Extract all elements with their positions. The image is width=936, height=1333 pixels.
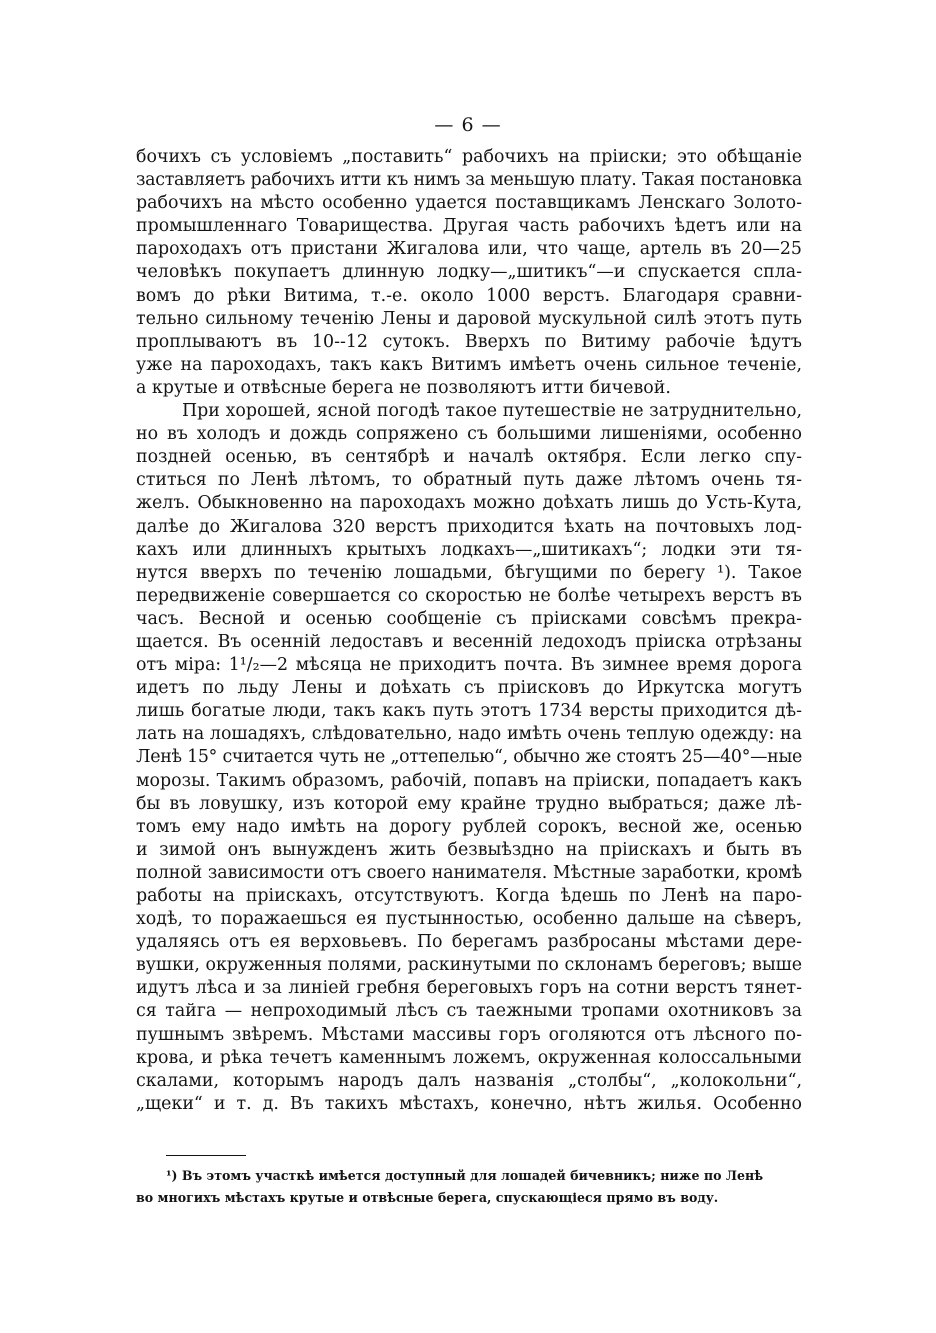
text-line: работы на пріискахъ, отсутствуютъ. Когда ѣдешь по Ленѣ на паро- xyxy=(136,886,802,906)
text-line: передвиженіе совершается со скоростью не болѣе четырехъ верстъ въ xyxy=(136,585,802,606)
text-line: лишь богатые люди, такъ какъ путь этотъ 1734 версты приходится дѣ- xyxy=(136,701,802,722)
text-line: далѣе до Жигалова 320 верстъ приходится ѣхать на почтовыхъ лод- xyxy=(136,516,802,537)
text-line: часъ. Весной и осенью сообщеніе съ пріисками совсѣмъ прекра- xyxy=(136,608,802,629)
footnote-line: ¹) Въ этомъ участкѣ имѣется доступный для лошадей бичевникъ; ниже по Ленѣ xyxy=(166,1168,764,1183)
text-line: ся тайга — непроходимый лѣсъ съ таежными тропами охотниковъ за xyxy=(136,1001,802,1022)
text-line: „щеки“ и т. д. Въ такихъ мѣстахъ, конечно, нѣтъ жилья. Особенно xyxy=(136,1093,802,1114)
text-line: ститься по Ленѣ лѣтомъ, то обратный путь даже лѣтомъ очень тя- xyxy=(136,470,802,491)
text-line: щается. Въ осенній ледоставъ и весенній ледоходъ пріиска отрѣзаны xyxy=(136,631,802,652)
text-line: идутъ лѣса и за линіей гребня береговыхъ горъ на сотни верстъ тянет- xyxy=(136,978,802,999)
text-line: желъ. Обыкновенно на пароходахъ можно доѣхать лишь до Усть-Кута, xyxy=(136,493,802,514)
paragraph-start-line: При хорошей, ясной погодѣ такое путешествіе не затруднительно, xyxy=(182,401,802,422)
text-line: человѣкъ покупаетъ длинную лодку—„шитикъ“—и спускается спла- xyxy=(136,262,802,283)
text-line: пароходахъ отъ пристани Жигалова или, что чаще, артель въ 20—25 xyxy=(136,239,802,260)
text-line: лать на лошадяхъ, слѣдовательно, надо имѣть очень теплую одежду: на xyxy=(136,724,802,745)
body-text xyxy=(136,146,802,1116)
text-line: отъ міра: 1¹/₂—2 мѣсяца не приходитъ почта. Въ зимнее время дорога xyxy=(136,655,802,676)
text-line: удаляясь отъ ея верховьевъ. По берегамъ разбросаны мѣстами дере- xyxy=(136,932,802,953)
text-line: морозы. Такимъ образомъ, рабочій, попавъ на пріиски, попадаетъ какъ xyxy=(136,770,802,791)
text-line: рабочихъ на мѣсто особенно удается поставщикамъ Ленскаго Золото- xyxy=(136,193,802,214)
text-line: а крутые и отвѣсные берега не позволяютъ итти бичевой. xyxy=(136,377,671,398)
text-line: идетъ по льду Лены и доѣхать съ пріисковъ до Иркутска могутъ xyxy=(136,678,802,699)
text-line: ходѣ, то поражаешься ея пустынностью, особенно дальше на сѣверъ, xyxy=(136,909,802,930)
footnote-line: во многихъ мѣстахъ крутые и отвѣсные берега, спускающіеся прямо въ воду. xyxy=(136,1190,719,1205)
text-line: тельно сильному теченію Лены и даровой мускульной силѣ этотъ путь xyxy=(136,308,802,329)
text-line: поздней осенью, въ сентябрѣ и началѣ октября. Если легко спу- xyxy=(136,447,802,468)
text-line: заставляетъ рабочихъ итти къ нимъ за меньшую плату. Такая постановка xyxy=(136,170,802,191)
text-line: уже на пароходахъ, такъ какъ Витимъ имѣетъ очень сильное теченіе, xyxy=(136,354,802,375)
text-line: но въ холодъ и дождь сопряжено съ большими лишеніями, особенно xyxy=(136,424,802,445)
footnote xyxy=(136,1165,802,1209)
text-line: пушнымъ звѣремъ. Мѣстами массивы горъ оголяются отъ лѣсного по- xyxy=(136,1024,802,1045)
text-line: томъ ему надо имѣть на дорогу рублей сорокъ, весной же, осенью xyxy=(136,816,802,837)
footnote-divider xyxy=(166,1155,246,1156)
text-line: бочихъ съ условіемъ „поставить“ рабочихъ на пріиски; это обѣщаніе xyxy=(136,147,802,167)
page-number: — 6 — xyxy=(434,114,502,136)
text-line: вомъ до рѣки Витима, т.-е. около 1000 верстъ. Благодаря сравни- xyxy=(136,285,802,306)
text-line: вушки, окруженныя полями, раскинутыми по склонамъ береговъ; выше xyxy=(136,955,802,976)
text-line: скалами, которымъ народъ далъ названія „столбы“, „колокольни“, xyxy=(136,1070,802,1091)
text-line: бы въ ловушку, изъ которой ему крайне трудно выбраться; даже лѣ- xyxy=(136,793,802,814)
text-line: кахъ или длинныхъ крытыхъ лодкахъ—„шитикахъ“; лодки эти тя- xyxy=(136,539,802,560)
text-line: и зимой онъ вынужденъ жить безвыѣздно на пріискахъ и быть въ xyxy=(136,839,802,860)
text-line: крова, и рѣка течетъ каменнымъ ложемъ, окруженная колоссальными xyxy=(136,1047,802,1068)
text-line: полной зависимости отъ своего нанимателя. Мѣстные заработки, кромѣ xyxy=(136,862,802,883)
text-line: проплываютъ въ 10--12 сутокъ. Вверхъ по Витиму рабочіе ѣдутъ xyxy=(136,331,802,352)
text-line: Ленѣ 15° считается чуть не „оттепелью“, обычно же стоятъ 25—40°—ные xyxy=(136,747,802,768)
text-line: промышленнаго Товарищества. Другая часть рабочихъ ѣдетъ или на xyxy=(136,216,802,237)
text-line: нутся вверхъ по теченію лошадьми, бѣгущими по берегу ¹). Такое xyxy=(136,562,802,583)
